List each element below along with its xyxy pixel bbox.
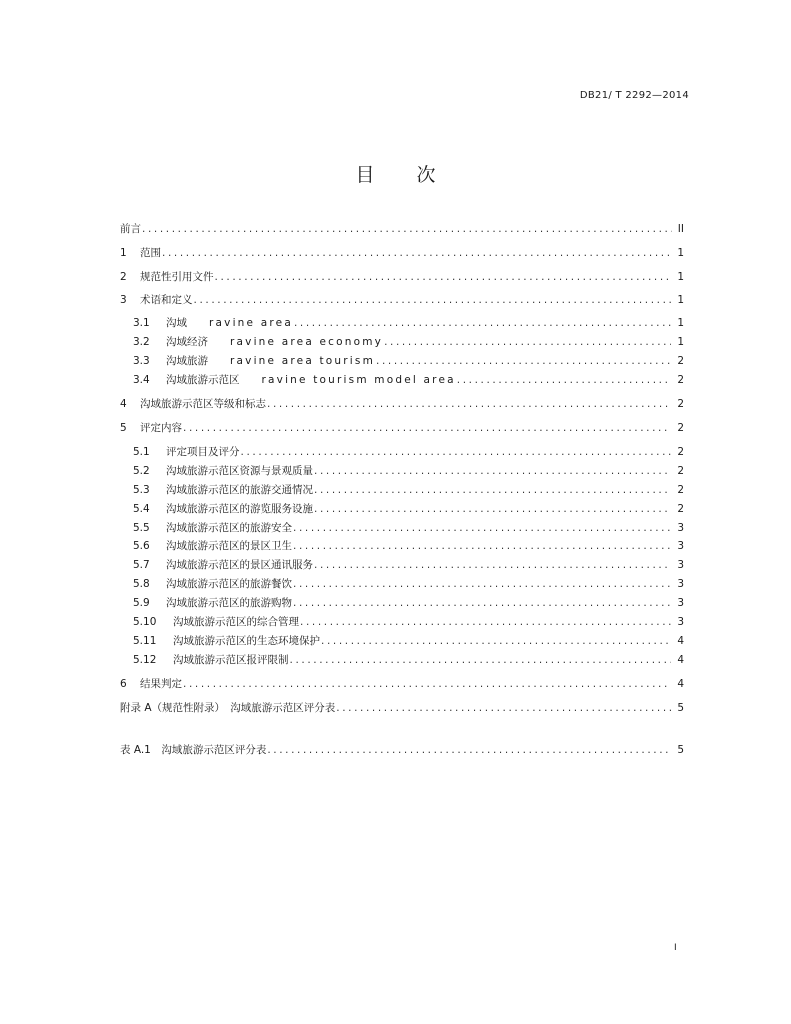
toc-leader-dots <box>376 354 671 368</box>
toc-entry-title: 规范性引用文件 <box>140 271 214 283</box>
toc-entry[interactable] <box>120 677 684 691</box>
toc-page-number: 1 <box>677 317 684 329</box>
toc-page-number: 3 <box>677 597 684 609</box>
toc-subentry[interactable] <box>133 464 684 478</box>
toc-entry-table[interactable] <box>120 743 684 757</box>
toc-entry-title: 沟域旅游示范区的综合管理 <box>173 616 299 628</box>
toc-subentry[interactable] <box>133 316 684 330</box>
toc-leader-dots <box>384 335 671 349</box>
toc-subentry[interactable] <box>133 354 684 368</box>
toc-entry-title: 范围 <box>140 247 161 259</box>
toc-entry-english: ravine area <box>209 317 293 329</box>
toc-subentry[interactable] <box>133 521 684 535</box>
toc-entry-title: 评定内容 <box>140 422 182 434</box>
toc-entry-title: 沟域旅游示范区资源与景观质量 <box>166 465 313 477</box>
toc-entry-title: 沟域旅游示范区的旅游餐饮 <box>166 578 292 590</box>
toc-page-number: 4 <box>677 654 684 666</box>
toc-entry-title: 沟域旅游示范区 <box>166 374 240 386</box>
toc-entry-number: 5.1 <box>133 446 150 458</box>
toc-page-number: 5 <box>677 702 684 714</box>
toc-subentry[interactable] <box>133 373 684 387</box>
toc-entry-number: 5.9 <box>133 597 150 609</box>
toc-leader-dots <box>215 270 672 284</box>
page-title: 目 次 <box>355 164 454 186</box>
toc-entry-title: 沟域旅游 <box>166 355 208 367</box>
toc-entry-number: 3.3 <box>133 355 150 367</box>
toc-subentry[interactable] <box>133 483 684 497</box>
toc-subentry[interactable] <box>133 634 684 648</box>
toc-leader-dots <box>336 701 671 715</box>
toc-page-number: 5 <box>677 744 684 756</box>
toc-page-number: 1 <box>677 336 684 348</box>
toc-entry-number: 4 <box>120 398 127 410</box>
toc-entry-title: 沟域旅游示范区的景区卫生 <box>166 540 292 552</box>
toc-entry-number: 1 <box>120 247 127 259</box>
toc-entry-number: 5 <box>120 422 127 434</box>
toc-entry-title: 沟域 <box>166 317 187 329</box>
toc-leader-dots <box>267 743 671 757</box>
toc-entry-number: 3 <box>120 294 127 306</box>
toc-page-number: 4 <box>677 635 684 647</box>
document-code: DB21/ T 2292—2014 <box>579 90 689 101</box>
toc-page-number: 3 <box>677 522 684 534</box>
toc-entry-number: 3.1 <box>133 317 150 329</box>
toc-entry[interactable] <box>120 421 684 435</box>
toc-leader-dots <box>267 397 671 411</box>
toc-leader-dots <box>314 502 671 516</box>
toc-entry-number: 5.12 <box>133 654 157 666</box>
toc-entry-english: ravine area economy <box>230 336 384 348</box>
toc-leader-dots <box>300 615 671 629</box>
toc-entry[interactable] <box>120 270 684 284</box>
toc-leader-dots <box>457 373 672 387</box>
toc-entry-title: 沟域旅游示范区的生态环境保护 <box>173 635 320 647</box>
page-number: I <box>674 943 677 953</box>
toc-entry-english: ravine tourism model area <box>261 374 456 386</box>
toc-entry-title: 前言 <box>120 223 141 235</box>
toc-page-number: 1 <box>677 271 684 283</box>
toc-leader-dots <box>142 222 672 236</box>
toc-leader-dots <box>293 521 671 535</box>
toc-leader-dots <box>162 246 671 260</box>
toc-entry-title: 沟域经济 <box>166 336 208 348</box>
toc-entry-number: 2 <box>120 271 127 283</box>
toc-entry[interactable] <box>120 246 684 260</box>
toc-leader-dots <box>183 421 671 435</box>
toc-page-number: 1 <box>677 294 684 306</box>
toc-leader-dots <box>290 653 672 667</box>
toc-page-number: 3 <box>677 616 684 628</box>
toc-entry-title: 沟域旅游示范区的旅游购物 <box>166 597 292 609</box>
toc-subentry[interactable] <box>133 653 684 667</box>
toc-entry-number: 5.11 <box>133 635 157 647</box>
toc-entry-title: 附录 A（规范性附录） 沟域旅游示范区评分表 <box>120 702 336 714</box>
toc-entry-number: 3.4 <box>133 374 150 386</box>
toc-entry[interactable] <box>120 397 684 411</box>
toc-entry[interactable] <box>120 293 684 307</box>
toc-entry-title: 表 A.1 沟域旅游示范区评分表 <box>120 744 267 756</box>
toc-subentry[interactable] <box>133 615 684 629</box>
toc-entry-number: 5.5 <box>133 522 150 534</box>
toc-entry-number: 5.7 <box>133 559 150 571</box>
toc-entry-number: 5.10 <box>133 616 157 628</box>
toc-leader-dots <box>294 316 671 330</box>
toc-entry-title: 结果判定 <box>140 678 182 690</box>
toc-entry-title: 沟域旅游示范区的旅游交通情况 <box>166 484 313 496</box>
toc-entry-number: 5.6 <box>133 540 150 552</box>
toc-entry-title: 沟域旅游示范区报评限制 <box>173 654 289 666</box>
toc-leader-dots <box>241 445 672 459</box>
toc-page-number: 2 <box>677 465 684 477</box>
toc-entry-title: 评定项目及评分 <box>166 446 240 458</box>
toc-entry-title: 沟域旅游示范区的旅游安全 <box>166 522 292 534</box>
toc-entry-appendix[interactable] <box>120 701 684 715</box>
toc-entry-number: 6 <box>120 678 127 690</box>
toc-entry-number: 5.8 <box>133 578 150 590</box>
toc-page-number: II <box>677 223 684 235</box>
toc-page-number: 2 <box>677 398 684 410</box>
toc-subentry[interactable] <box>133 445 684 459</box>
toc-page-number: 2 <box>677 422 684 434</box>
toc-subentry[interactable] <box>133 596 684 610</box>
toc-page-number: 2 <box>677 446 684 458</box>
toc-leader-dots <box>293 596 671 610</box>
toc-entry-foreword[interactable] <box>120 222 684 236</box>
toc-leader-dots <box>314 558 671 572</box>
toc-leader-dots <box>183 677 671 691</box>
toc-leader-dots <box>194 293 672 307</box>
toc-entry-english: ravine area tourism <box>230 355 376 367</box>
toc-page-number: 2 <box>677 374 684 386</box>
toc-entry-title: 沟域旅游示范区的游览服务设施 <box>166 503 313 515</box>
toc-entry-title: 术语和定义 <box>140 294 193 306</box>
toc-entry-number: 3.2 <box>133 336 150 348</box>
toc-leader-dots <box>293 577 671 591</box>
toc-entry-title: 沟域旅游示范区等级和标志 <box>140 398 266 410</box>
toc-page-number: 3 <box>677 540 684 552</box>
toc-leader-dots <box>314 464 671 478</box>
toc-page-number: 2 <box>677 484 684 496</box>
toc-page-number: 1 <box>677 247 684 259</box>
toc-subentry[interactable] <box>133 558 684 572</box>
toc-entry-number: 5.3 <box>133 484 150 496</box>
toc-page-number: 4 <box>677 678 684 690</box>
toc-entry-number: 5.2 <box>133 465 150 477</box>
toc-subentry[interactable] <box>133 502 684 516</box>
toc-page-number: 3 <box>677 578 684 590</box>
toc-subentry[interactable] <box>133 577 684 591</box>
toc-page-number: 2 <box>677 355 684 367</box>
toc-subentry[interactable] <box>133 335 684 349</box>
toc-subentry[interactable] <box>133 539 684 553</box>
toc-entry-title: 沟域旅游示范区的景区通讯服务 <box>166 559 313 571</box>
toc-page-number: 3 <box>677 559 684 571</box>
toc-leader-dots <box>293 539 671 553</box>
toc-leader-dots <box>314 483 671 497</box>
toc-entry-number: 5.4 <box>133 503 150 515</box>
toc-page-number: 2 <box>677 503 684 515</box>
toc-leader-dots <box>321 634 671 648</box>
